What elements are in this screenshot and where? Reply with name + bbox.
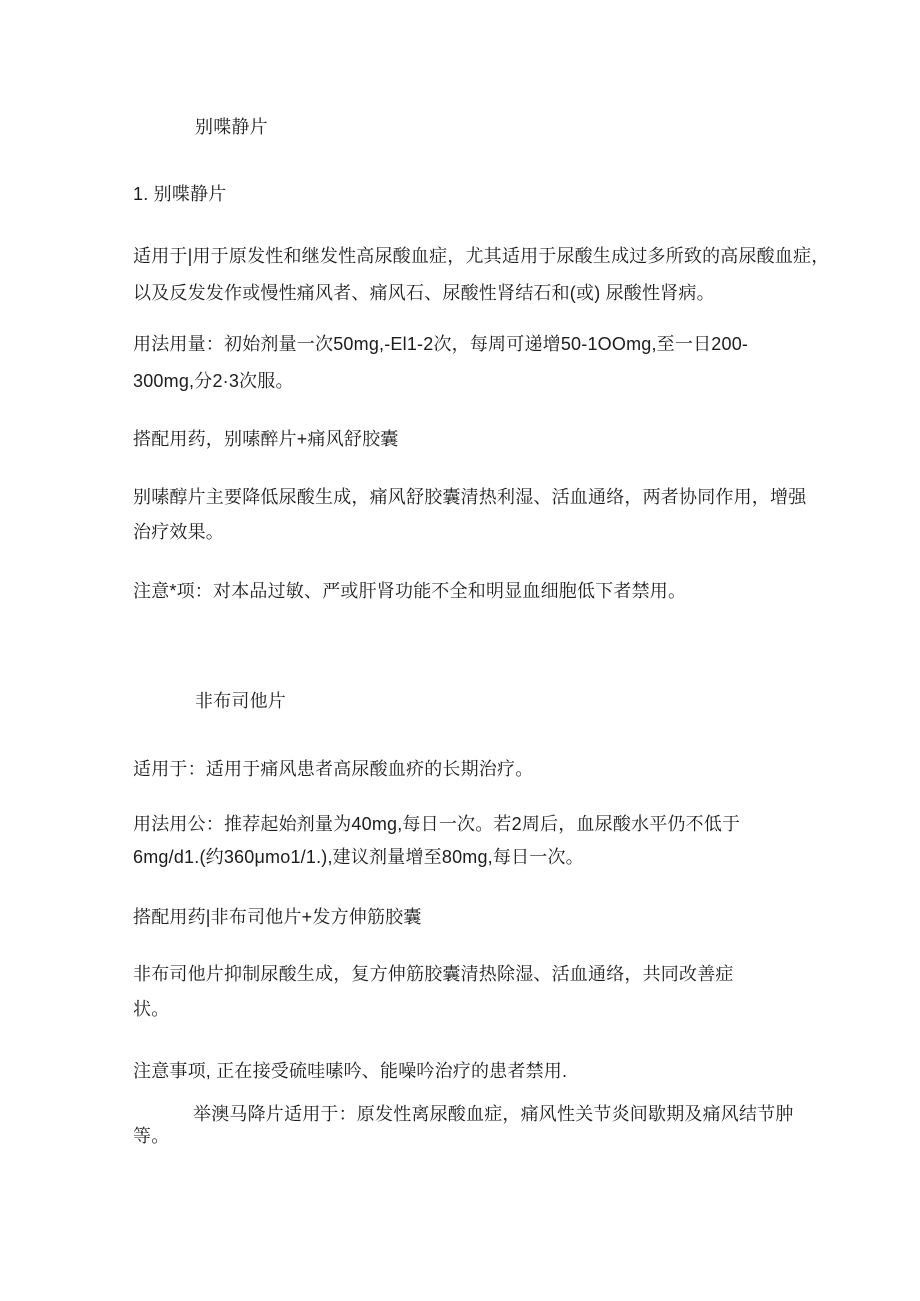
drug2-caution: 注意事项, 正在接受硫哇嗉吟、能噪吟治疗的患者禁用.: [133, 1061, 568, 1081]
drug2-pairing-desc-line1: 非布司他片抑制尿酸生成，复方伸筋胶囊清热除湿、活血通络，共同改善症: [133, 964, 734, 984]
drug2-dosage-line1: 用法用公：推荐起始剂量为40mg,每日一次。若2周后，血尿酸水平仍不低于: [133, 814, 741, 834]
drug2-title: 非布司他片: [195, 691, 286, 711]
drug1-numbered-title: 1. 别喋静片: [133, 184, 227, 204]
drug1-pairing-desc-line2: 治疗效果。: [133, 522, 224, 542]
drug1-pairing-desc-line1: 别嗉醇片主要降低尿酸生成，痛风舒胶囊清热利湿、活血通络，两者协同作用，增强: [133, 487, 807, 507]
drug2-indication: 适用于：适用于痛风患者高尿酸血疥的长期治疗。: [133, 759, 534, 779]
drug2-pairing: 搭配用药|非布司他片+发方伸筋胶囊: [133, 907, 422, 927]
drug2-dosage-line2: 6mg/d1.(约360μmo1/1.),建议剂量增至80mg,每日一次。: [133, 847, 584, 867]
drug3-note-line1: 举澳马降片适用于：原发性离尿酸血症，痛风性关节炎间歇期及痛风结节肿: [193, 1104, 794, 1124]
drug1-indication-line1: 适用于|用于原发性和继发性高尿酸血症，尤其适用于尿酸生成过多所致的高尿酸血症，: [133, 246, 830, 266]
drug1-dosage-line1: 用法用量：初始剂量一次50mg,-El1-2次，每周可递增50-1OOmg,至一日200-: [133, 334, 749, 354]
drug1-caution: 注意*项：对本品过敏、严或肝肾功能不全和明显血细胞低下者禁用。: [133, 581, 687, 601]
drug3-note-line2: 等。: [133, 1126, 170, 1146]
drug2-pairing-desc-line2: 状。: [133, 999, 170, 1019]
drug1-dosage-line2: 300mg,分2·3次服。: [133, 371, 294, 391]
drug1-indication-line2: 以及反发发作或慢性痛风者、痛风石、尿酸性肾结石和(或) 尿酸性肾病。: [133, 283, 715, 303]
drug1-pairing: 搭配用药，别嗉醉片+痛风舒胶囊: [133, 429, 399, 449]
drug1-title: 别喋静片: [195, 117, 268, 137]
